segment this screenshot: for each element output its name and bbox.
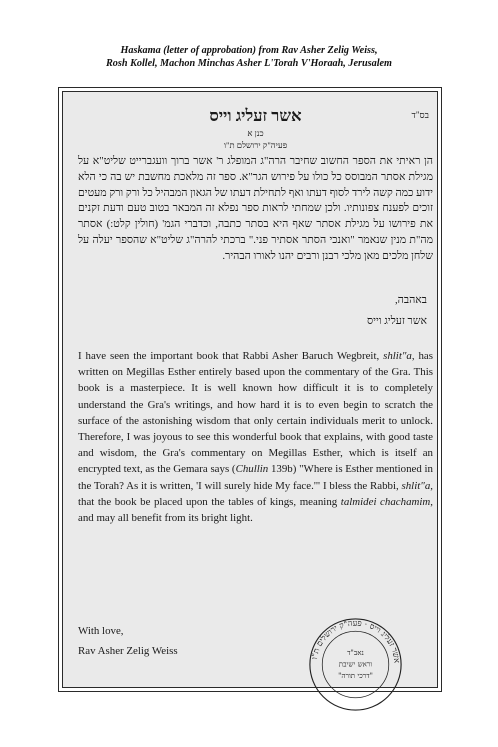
- stamp-line-3: "דרכי תורה": [338, 670, 373, 680]
- hebrew-letterhead-title: אשר זעליג וייס: [209, 106, 302, 125]
- english-body-italic: shlit"a: [383, 350, 412, 362]
- caption-line-1: Haskama (letter of approbation) from Rav Asher Zelig Weiss,: [120, 45, 378, 56]
- hebrew-signature: אשר זעליג וייס: [367, 315, 427, 327]
- english-closing: With love,: [78, 625, 124, 637]
- english-body-text: 139b) "Where is Esther mentioned in the Torah? As it is written, 'I will surely hide My face.'" I bless the Rabbi,: [78, 463, 433, 492]
- english-body-text: , and may all benefit from its bright light.: [78, 495, 433, 525]
- caption-line-2: Rosh Kollel, Machon Minchas Asher L'Torah V'Horaah, Jerusalem: [106, 58, 392, 69]
- letter-panel: [62, 91, 438, 688]
- english-body-italic: talmidei chachamim: [340, 495, 431, 508]
- english-body: [78, 348, 433, 526]
- english-signature: Rav Asher Zelig Weiss: [78, 645, 178, 657]
- caption: [0, 44, 498, 70]
- english-body-italic: shlit"a: [401, 479, 431, 492]
- bsd-mark: בס"ד: [411, 110, 429, 120]
- stamp-line-1: נאב"ד: [347, 648, 364, 657]
- english-body-text: , has written on Megillas Esther entirely based upon the commentary of the Gra. This book is a masterpiece. It is well known how difficult it is to completely understand the Gra's writings, and how hard it is to even begin to scratch the surface of the astonishing wisdom that only certain individuals merit to unlock. Therefore, I was joyous to see this wonderful book that explains, with good taste and wisdom, the Gra's commentary on Megillas Esther, which is itself an encrypted text, as the Gemara says (: [78, 350, 433, 476]
- hebrew-body: הן ראיתי את הספר החשוב שחיבר הרה"ג המופלג ר' אשר ברוך וועגברייט שליט"א על מגילת אסתר המבוסס כל כולו על פירוש הגר"א. ספר זה מלאכת מחשבת יש בה כי הלא ידוע כמה קשה לירד לסוף דעתו ואף לתחילת דעתו של הגאון המבהיל כל ורק ורק מעטים זוכים לפענח צפונותיו. ולכן שמחתי לראות ספר נפלא זה המבאר בטוב טעם ודעת זקנים את פירושו על מגילת אסתר שאף היא בסתר כתבה, וכדברי הגמ' (חולין קלט:) אסתר מה"ת מנין שנאמר "ואנכי הסתר אסתיר פני." ברכתי להרה"ג שליט"א שהספר יעלה על שלחן מלכים מאן מלכי רבנן ורבים יהנו לאורו הבהיר.: [78, 155, 433, 262]
- hebrew-closing: באהבה,: [394, 294, 427, 306]
- english-body-text: I have seen the important book that Rabbi Asher Baruch Wegbreit,: [78, 350, 384, 362]
- english-body-text: , that the book be placed upon the tables of kings, meaning: [78, 479, 433, 508]
- english-body-italic: Chullin: [235, 463, 269, 476]
- rabbinical-stamp: [308, 617, 403, 712]
- stamp-line-2: וראש ישיבת: [338, 659, 373, 669]
- hebrew-letterhead-location: פעיה"ק ירושלם ת"ו: [223, 140, 288, 150]
- letter-frame: [58, 87, 442, 692]
- stamp-outer-text: אשר זעליג וייס · פעה"ק ירושלים ת"ו: [309, 618, 402, 664]
- hebrew-letterhead-subtitle: כנן א: [247, 128, 264, 138]
- hebrew-letter: [78, 106, 433, 330]
